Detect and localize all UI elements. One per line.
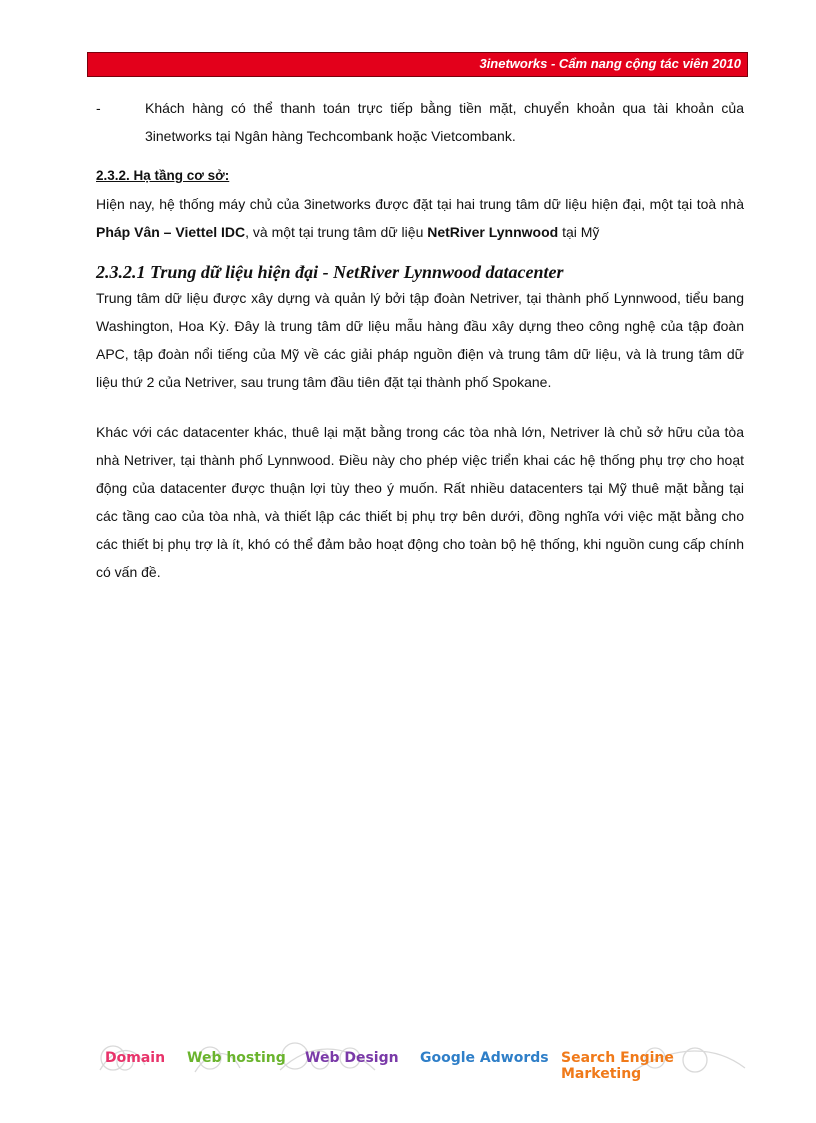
footer-domain: Domain — [105, 1050, 166, 1066]
bullet-dash: - — [96, 100, 101, 116]
infra-text-start: Hiện nay, hệ thống máy chủ của 3inetworks được đặt tại hai trung tâm dữ liệu hiện đại, một tại toà nhà — [96, 196, 744, 212]
footer-google-adwords: Google Adwords — [420, 1050, 549, 1066]
infra-bold-netriver: NetRiver Lynnwood — [427, 224, 559, 240]
datacenter-paragraph-2: Khác với các datacenter khác, thuê lại mặt bằng trong các tòa nhà lớn, Netriver là chủ sở hữu của tòa nhà Netriver, tại thành phố Lynnwood. Điều này cho phép việc triển khai các hệ thống phụ trợ cho hoạt động của datacenter được thuận lợi tùy theo ý muốn. Rất nhiều datacenters tại Mỹ thuê mặt bằng tại các tầng cao của tòa nhà, và thiết lập các thiết bị phụ trợ bên dưới, đồng nghĩa với việc mặt bằng cho các thiết bị phụ trợ là ít, khó có thể đảm bảo hoạt động cho toàn bộ hệ thống, khi nguồn cung cấp chính có vấn đề. — [96, 424, 744, 580]
infra-text-end: tại Mỹ — [558, 224, 600, 240]
document-body — [96, 94, 744, 586]
infrastructure-paragraph — [96, 190, 744, 246]
footer-web-design: Web Design — [305, 1050, 399, 1066]
header-bar — [87, 52, 748, 77]
section-heading-2-3-2: 2.3.2. Hạ tầng cơ sở: — [96, 168, 230, 183]
infra-bold-phapvan: Pháp Vân – Viettel IDC — [96, 224, 246, 240]
payment-bullet — [96, 94, 744, 150]
footer-web-hosting: Web hosting — [187, 1050, 286, 1066]
footer-search-engine-marketing: Search Engine Marketing — [561, 1050, 674, 1082]
section-heading-2-3-2-1: 2.3.2.1 Trung dữ liệu hiện đại - NetRiver Lynnwood datacenter — [96, 262, 564, 282]
datacenter-paragraph-1: Trung tâm dữ liệu được xây dựng và quản lý bởi tập đoàn Netriver, tại thành phố Lynnwood, tiểu bang Washington, Hoa Kỳ. Đây là trung tâm dữ liệu mẫu hàng đầu xây dựng theo công nghệ của tập đoàn APC, tập đoàn nổi tiếng của Mỹ về các giải pháp nguồn điện và trung tâm dữ liệu, và là trung tâm dữ liệu thứ 2 của Netriver, sau trung tâm đầu tiên đặt tại thành phố Spokane. — [96, 290, 744, 390]
infra-text-mid: , và một tại trung tâm dữ liệu — [245, 224, 428, 240]
footer-banner — [95, 1040, 747, 1080]
bullet-text: Khách hàng có thể thanh toán trực tiếp bằng tiền mặt, chuyển khoản qua tài khoản của 3inetworks tại Ngân hàng Techcombank hoặc Vietcombank. — [145, 100, 744, 144]
header-title: 3inetworks - Cẩm nang cộng tác viên 2010 — [479, 56, 741, 71]
